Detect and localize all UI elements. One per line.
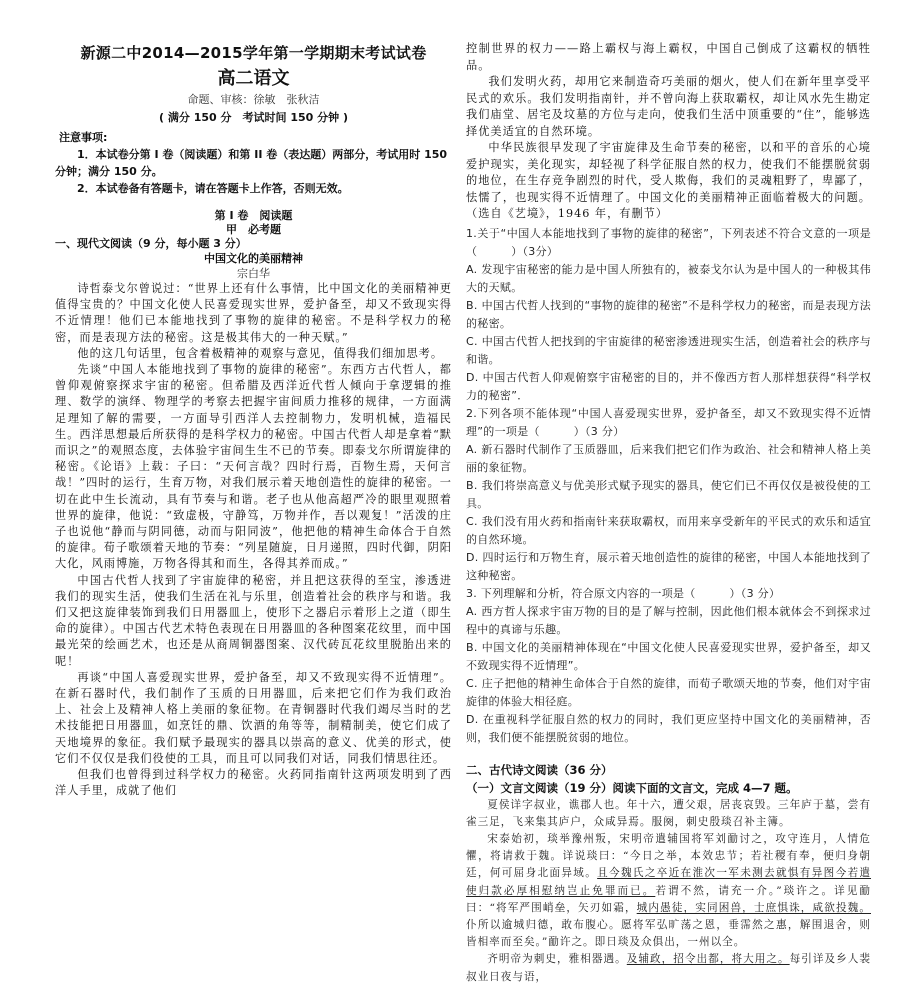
option: B. 我们将崇高意义与优美形式赋予现实的器具，使它们已不再仅仅是被役使的工具。 — [466, 478, 871, 510]
article-paragraph: 再谈“中国人喜爱现实世界，爱护备至，却又不致现实得不近情理”。在新石器时代，我们制作了玉质的日用器皿，后来把它们作为我们政治上、社会上及精神人格上美丽的象征物。在青铜器时代我们竭尽当时的艺术技能把日用器皿，如烹饪的鼎、饮酒的角等等，制精制美，使它们成了天地境界的象征。我们赋予最现实的器具以崇高的意义、优美的形式，使它们不仅仅是我们役使的工具，而且可以同我们对话，同我们情思往还。 — [55, 670, 452, 765]
article-author: 宗白华 — [237, 267, 270, 280]
notes-section — [55, 129, 452, 197]
subject-title: 高二语文 — [217, 68, 290, 89]
text-segment: 宋泰始初，琰举豫州叛，宋明帝遣辅国将军刘勔讨之，攻守连月，人情危懼，将请救于魏。详说琰曰：“今日之举，本效忠节；若社稷有奉，便归身朝廷，何可屈身北面异域。 — [466, 832, 871, 880]
volume-heading: 第 I 卷 阅读题 — [214, 209, 293, 222]
question-stem: 3. 下列理解和分析，符合原文内容的一项是（ ）（3 分） — [466, 586, 781, 600]
left-column — [55, 0, 452, 800]
option: B. 中国古代哲人找到的“事物的旋律的秘密”不是科学权力的秘密，而是表现方法的秘密。 — [466, 298, 871, 330]
note-item: 1．本试卷分第 I 卷（阅读题）和第 II 卷（表达题）两部分，考试用时 150 分钟；满分 150 分。 — [55, 148, 448, 178]
article-body-left — [55, 281, 452, 800]
article-title: 中国文化的美丽精神 — [204, 252, 303, 265]
question-1 — [466, 225, 871, 405]
classical-paragraph — [466, 797, 871, 831]
option: D. 四时运行和万物生育，展示着天地创造性的旋律的秘密，中国人本能地找到了这种秘密。 — [466, 550, 871, 582]
question-stem: 2.下列各项不能体现“中国人喜爱现实世界，爱护备至，却又不致现实得不近情理”的一项是（ ）（3 分） — [466, 406, 871, 438]
exam-title: 新源二中2014—2015学年第一学期期末考试试卷 — [80, 44, 427, 62]
classical-text — [466, 797, 871, 986]
text-segment: 夏侯详字叔业，谯郡人也。年十六，遭父艰，居丧哀毁。三年庐于墓，尝有雀三足，飞来集其庐户，众咸异焉。服阕，刺史殷琰召补主簿。 — [466, 798, 871, 828]
option: A. 新石器时代制作了玉质器皿，后来我们把它们作为政治、社会和精神人格上美丽的象征物。 — [466, 442, 871, 474]
part2-subheading: （一）文言文阅读（19 分）阅读下面的文言文，完成 4—7 题。 — [466, 780, 798, 795]
article-paragraph: 中华民族很早发现了宇宙旋律及生命节奏的秘密，以和平的音乐的心境爱护现实，美化现实，却轻视了科学征服自然的权力，使我们不能摆脱贫弱的地位，在生存竞争剧烈的时代，受人欺侮，我们的灵魂粗野了，卑鄙了，怯懦了，也现实得不近情理了。中国文化的美丽精神正面临着极大的问题。 （选自《艺境》，1946 年，有删节） — [466, 141, 871, 220]
text-segment: 仆所以逾城归德，敢布腹心。愿将军弘旷荡之恩，垂霈然之惠，解围退舍，则皆相率而至矣。”勔许之。即日琰及众俱出，一州以全。 — [466, 918, 871, 949]
score-time-line: ( 满分 150 分 考试时间 150 分钟 ) — [159, 111, 348, 124]
text-segment: 齐明帝为刺史，雅相器遇。 — [487, 953, 627, 966]
underlined-segment: 及辅政，招令出都，将大用之。 — [626, 953, 790, 966]
question-stem: 1.关于“中国人本能地找到了事物的旋律的秘密”，下列表述不符合文意的一项是（ ）（3分） — [466, 226, 871, 258]
underlined-segment: 且今魏氏之卒近在淮次一军未测去就惧有异图今若遣使归款必厚相慰纳岂止免罪而已。 — [466, 867, 872, 897]
authors-line: 命题、审核：徐敏 张秋洁 — [187, 93, 320, 106]
question-2 — [466, 405, 871, 585]
right-column — [466, 0, 871, 986]
option: C. 中国古代哲人把找到的宇宙旋律的秘密渗透进现实生活，创造着社会的秩序与和谐。 — [466, 334, 871, 366]
article-paragraph: 诗哲泰戈尔曾说过：“世界上还有什么事情，比中国文化的美丽精神更值得宝贵的？中国文化使人民喜爱现实世界，爱护备至，却又不致现实得不近情理！他们已本能地找到了事物的旋律的秘密。不是科学权力的秘密，而是表现方法的秘密。这是极其伟大的一种天赋。” — [55, 282, 452, 344]
classical-reading-section — [466, 761, 871, 986]
option: C. 庄子把他的精神生命体合于自然的旋律，而荀子歌颂天地的节奏，他们对宇宙旋律的体验大相径庭。 — [466, 676, 871, 708]
part2-heading: 二、古代诗文阅读（36 分） — [466, 762, 613, 777]
text-segment: 若谓不然，请充一介。”琰许之。详见勔曰：“将军严围峭垒，矢刃如霜， — [466, 884, 872, 914]
notes-heading: 注意事项: — [59, 131, 108, 144]
option: D. 在重视科学征服自然的权力的同时，我们更应坚持中国文化的美丽精神，否则，我们便不能摆脱贫弱的地位。 — [466, 712, 871, 744]
underlined-segment: 城内愚徒，实同困兽，士庶惧诛，咸欲投魏。 — [636, 901, 871, 914]
question-3 — [466, 585, 871, 747]
option: D. 中国古代哲人仰观俯察宇宙秘密的目的，并不像西方哲人那样想获得“科学权力的秘密”． — [466, 370, 871, 402]
section-headings — [55, 209, 452, 251]
article-body-right — [466, 41, 871, 223]
option: A. 西方哲人探求宇宙万物的目的是了解与控制，因此他们根本就体会不到探求过程中的真谛与乐趣。 — [466, 604, 871, 636]
article-paragraph: 控制世界的权力——路上霸权与海上霸权，中国自己倒成了这霸权的牺牲品。 — [466, 42, 871, 72]
article-paragraph: 中国古代哲人找到了宇宙旋律的秘密，并且把这获得的至宝，渗透进我们的现实生活，使我们生活在礼与乐里，创造着社会的秩序与和谐。我们又把这旋律装饰到我们日用器皿上，使形下之器启示着形上之道（即生命的旋律）。中国古代艺术特色表现在日用器皿的各种图案花纹里，而中国最光荣的绘画艺术，也还是从商周铜器图案、汉代砖瓦花纹里脱胎出来的呢！ — [55, 573, 452, 668]
article-paragraph: 我们发明火药，却用它来制造奇巧美丽的烟火，使人们在新年里享受平民式的欢乐。我们发明指南针，并不曾向海上获取霸权，却让风水先生勘定我们庙堂、居宅及坟墓的方位与走向，使我们生活中顶重要的“住”，能够选择优美适宜的自然环境。 — [466, 75, 871, 138]
article-paragraph: 先谈“中国人本能地找到了事物的旋律的秘密”。东西方古代哲人，都曾仰观俯察探求宇宙的秘密。但希腊及西洋近代哲人倾向于拿逻辑的推理、数学的演绎、物理学的考察去把握宇宙间质力推移的规律，一方面满足理知了解的需要，一方面导引西洋人去控制物力，发明机械，造福民生。西洋思想最后所获得的是科学权力的秘密。中国古代哲人却是拿着“默而识之”的观照态度，去体验宇宙间生生不已的节奏。即泰戈尔所谓旋律的秘密。《论语》上载：子曰：“天何言哉？四时行焉，百物生焉，天何言哉！”四时的运行，生育万物，对我们展示着天地创造性的旋律的秘密。一切在此中生长流动，具有节奏与和谐。老子也从他高超严冷的眼里观照着世界的旋律，他说：“致虚极，守静笃，万物并作，吾以观复！”活泼的庄子也说他“静而与阴同德，动而与阳同波”，他把他的精神生命体合于自然的旋律。荀子歌颂着天地的节奏：“列星随旋，日月递照，四时代御，阴阳大化，风雨博施，万物各得其和而生，各得其养而成。” — [55, 363, 452, 571]
option: A. 发现宇宙秘密的能力是中国人所独有的，被泰戈尔认为是中国人的一种极其伟大的天赋。 — [466, 262, 871, 294]
part-heading: 甲 必考题 — [226, 223, 281, 236]
classical-paragraph — [466, 951, 871, 985]
classical-paragraph — [466, 831, 871, 951]
option: B. 中国文化的美丽精神体现在“中国文化使人民喜爱现实世界，爱护备至，却又不致现实得不近情理”。 — [466, 640, 871, 672]
question-group-heading: 一、现代文阅读（9 分，每小题 3 分） — [55, 237, 247, 250]
note-item: 2．本试卷备有答题卡，请在答题卡上作答，否则无效。 — [77, 182, 349, 195]
option: C. 我们没有用火药和指南针来获取霸权，而用来享受新年的平民式的欢乐和适宜的自然环境。 — [466, 514, 871, 546]
questions — [466, 225, 871, 747]
article-paragraph: 他的这几句话里，包含着极精神的观察与意见，值得我们细加思考。 — [77, 346, 444, 360]
article — [55, 252, 452, 800]
text-segment: 每引详及乡人裴叔业日夜与语， — [466, 953, 872, 983]
article-paragraph: 但我们也曾得到过科学权力的秘密。火药同指南针这两项发明到了西洋人手里，成就了他们 — [55, 768, 452, 798]
